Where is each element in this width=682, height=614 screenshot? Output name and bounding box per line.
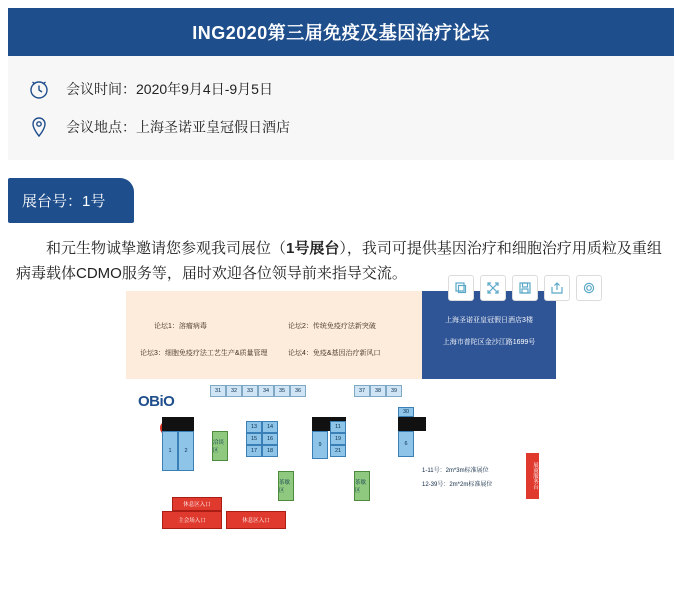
forum-label-3: 论坛3：细胞免疫疗法工艺生产&质量管理 [140,349,268,357]
booth-11: 11 [330,421,346,433]
copy-icon[interactable] [448,275,474,301]
forum-banner-area [126,291,556,379]
paragraph-part-2: ），我司可提供基因治疗和细胞治疗用质粒及重组病毒载体CDMO服务等，届时欢迎各位领导前来指导交流。 [16,240,662,282]
booth-16: 16 [262,433,278,445]
venue-line-2: 上海市普陀区金沙江路1699号 [442,338,536,346]
booth-21: 21 [330,445,346,457]
booth-15: 15 [246,433,262,445]
info-location-label: 会议地点：上海圣诺亚皇冠假日酒店 [66,119,290,135]
booth-35: 35 [274,385,290,397]
clock-icon [26,76,52,102]
booth-badge: 展台号：1号 [8,178,134,223]
booth-30: 30 [398,407,414,417]
page-header [8,8,674,56]
booth-9: 9 [312,431,328,459]
booth-37: 37 [354,385,370,397]
forum-label-1: 论坛1：溶瘤病毒 [154,322,207,330]
booth-6: 6 [398,431,414,457]
page-title: ING2020第三届免疫及基因治疗论坛 [192,23,490,43]
forum-label-2: 论坛2：传统免疫疗法新突破 [288,322,376,330]
booth-38: 38 [370,385,386,397]
venue-address-block [422,291,556,379]
lounge-area-2: 茶歇区 [278,471,294,501]
forum-label-4: 论坛4：免疫&基因治疗新风口 [288,349,381,357]
booth-dark-far [398,417,426,431]
info-time-label: 会议时间：2020年9月4日-9月5日 [66,81,273,97]
floorplan-canvas [126,291,556,573]
paragraph-bold-booth: 1号展台 [286,240,340,257]
lounge-area-3: 茶歇区 [354,471,370,501]
booth-1: 1 [162,431,178,471]
booth-18: 18 [262,445,278,457]
expand-icon[interactable] [480,275,506,301]
booth-36: 36 [290,385,306,397]
venue-line-1: 上海圣诺亚皇冠假日酒店3楼 [445,316,533,324]
obio-logo: OBiO [138,392,175,410]
event-info-block [8,56,674,160]
booth-32: 32 [226,385,242,397]
floorplan-image [8,291,674,573]
info-row-location [8,108,674,146]
save-icon[interactable] [512,275,538,301]
booth-dark-left [162,417,194,431]
image-toolbar[interactable] [448,275,602,301]
location-pin-icon [26,114,52,140]
entrance-hall: 休息区入口 [226,511,286,529]
booth-17: 17 [246,445,262,457]
gear-icon[interactable] [576,275,602,301]
floorplan-media [8,291,674,573]
exhibition-hall-area [126,379,556,573]
booth-39: 39 [386,385,402,397]
info-row-time [8,70,674,108]
booth-badge-wrap [8,170,674,223]
booth-31: 31 [210,385,226,397]
share-icon[interactable] [544,275,570,301]
note-line-1: 1-11号：2m*3m标准展位 [422,467,489,474]
booth-13: 13 [246,421,262,433]
booth-19: 19 [330,433,346,445]
entrance-main: 主会场入口 [162,511,222,529]
booth-34: 34 [258,385,274,397]
exhibitor-service-desk: 展商服务台 [526,453,539,499]
entrance-secondary: 休息区入口 [172,497,222,511]
paragraph-part-1: 和元生物诚挚邀请您参观我司展位（ [46,240,287,257]
note-line-2: 12-39号：2m*2m标准展位 [422,481,493,488]
booth-14: 14 [262,421,278,433]
lounge-area-1: 洽谈区 [212,431,228,461]
booth-33: 33 [242,385,258,397]
booth-2: 2 [178,431,194,471]
